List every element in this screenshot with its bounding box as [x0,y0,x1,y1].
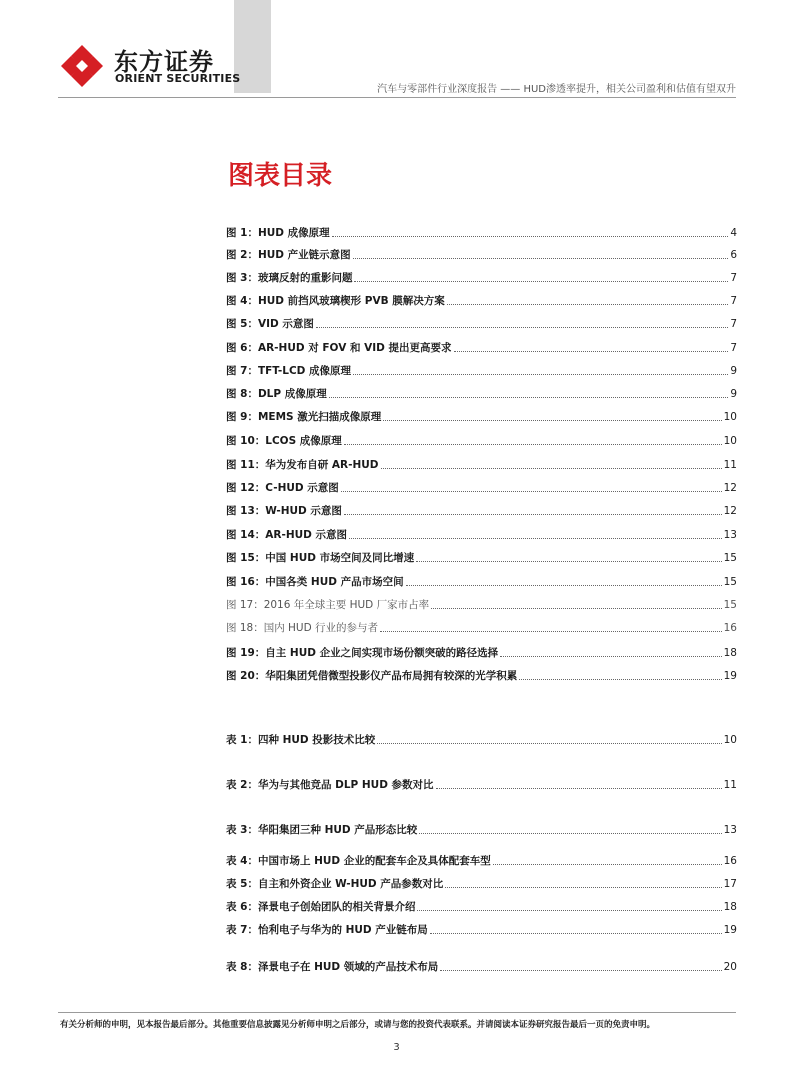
figure-entry-page: 11 [723,459,737,471]
figure-entry-page: 7 [730,295,737,307]
table-entry-label: 表 4：中国市场上 HUD 企业的配套车企及具体配套车型 [226,855,491,867]
dot-leader [454,351,729,352]
dot-leader [380,631,722,632]
figure-entry[interactable] [226,596,737,612]
dot-leader [349,538,722,539]
figure-entry-page: 4 [730,227,737,239]
dot-leader [332,236,729,237]
figure-entry-label: 图 17：2016 年全球主要 HUD 厂家市占率 [226,599,430,611]
figure-entry[interactable] [226,479,737,495]
figure-entry-page: 7 [730,272,737,284]
dot-leader [445,887,721,888]
logo-text-en: ORIENT SECURITIES [115,72,241,85]
figure-entry-label: 图 19：自主 HUD 企业之间实现市场份额突破的路径选择 [226,647,499,659]
figure-entry-page: 18 [723,647,737,659]
dot-leader [436,788,722,789]
dot-leader [416,561,722,562]
table-entry[interactable] [226,958,737,974]
dot-leader [316,327,728,328]
figure-entry[interactable] [226,619,737,635]
figure-entry-label: 图 4：HUD 前挡风玻璃楔形 PVB 膜解决方案 [226,295,445,307]
table-entry-page: 13 [723,824,737,836]
figure-entry-page: 12 [723,482,737,494]
figure-entry-label: 图 14：AR-HUD 示意图 [226,529,348,541]
figure-entry-page: 15 [723,599,737,611]
table-entry-page: 18 [723,901,737,913]
dot-leader [493,864,722,865]
figure-entry[interactable] [226,644,737,660]
report-subtitle: 汽车与零部件行业深度报告 —— HUD渗透率提升，相关公司盈利和估值有望双升 [377,84,736,95]
figure-entry[interactable] [226,224,737,240]
header-divider [58,97,736,98]
table-entry-page: 19 [723,924,737,936]
table-entry-page: 17 [723,878,737,890]
figure-entry-page: 19 [723,670,737,682]
dot-leader [431,608,722,609]
dot-leader [406,585,722,586]
table-entry-label: 表 7：怡利电子与华为的 HUD 产业链布局 [226,924,428,936]
figure-entry-page: 16 [723,622,737,634]
figure-entry-label: 图 2：HUD 产业链示意图 [226,249,351,261]
figure-entry-page: 13 [723,529,737,541]
figure-entry-page: 6 [730,249,737,261]
figure-entry-label: 图 5：VID 示意图 [226,318,314,330]
figure-entry[interactable] [226,269,737,285]
figure-entry-label: 图 11：华为发布自研 AR-HUD [226,459,379,471]
figure-entry-page: 7 [730,342,737,354]
footer-disclaimer: 有关分析师的申明，见本报告最后部分。其他重要信息披露见分析师申明之后部分，或请与您的投资代表联系。并请阅读本证券研究报告最后一页的免责申明。 [60,1020,656,1030]
dot-leader [447,304,729,305]
figure-entry[interactable] [226,362,737,378]
table-entry-label: 表 5：自主和外资企业 W-HUD 产品参数对比 [226,878,444,890]
figure-entry-page: 15 [723,552,737,564]
figure-entry-label: 图 10：LCOS 成像原理 [226,435,342,447]
figure-entry-label: 图 18：国内 HUD 行业的参与者 [226,622,379,634]
dot-leader [430,933,722,934]
table-entry[interactable] [226,875,737,891]
figure-entry[interactable] [226,573,737,589]
dot-leader [519,679,721,680]
figure-entry-page: 9 [730,365,737,377]
dot-leader [500,656,722,657]
figure-entry[interactable] [226,526,737,542]
figure-entry-label: 图 3：玻璃反射的重影问题 [226,272,353,284]
footer-divider [58,1012,736,1013]
table-entry[interactable] [226,821,737,837]
figure-entry[interactable] [226,339,737,355]
dot-leader [353,258,729,259]
dot-leader [344,444,722,445]
figure-entry-page: 7 [730,318,737,330]
figure-entry[interactable] [226,432,737,448]
figure-entry-page: 15 [723,576,737,588]
dot-leader [419,833,721,834]
dot-leader [341,491,722,492]
table-entry-label: 表 3：华阳集团三种 HUD 产品形态比较 [226,824,418,836]
dot-leader [354,281,728,282]
figure-entry[interactable] [226,408,737,424]
table-entry-label: 表 2：华为与其他竞品 DLP HUD 参数对比 [226,779,434,791]
dot-leader [383,420,721,421]
dot-leader [329,397,729,398]
figure-entry-page: 9 [730,388,737,400]
figure-entry[interactable] [226,667,737,683]
figure-entry-label: 图 1：HUD 成像原理 [226,227,330,239]
dot-leader [381,468,722,469]
figure-entry-label: 图 15：中国 HUD 市场空间及同比增速 [226,552,415,564]
figure-entry-label: 图 7：TFT-LCD 成像原理 [226,365,352,377]
dot-leader [353,374,728,375]
table-entry[interactable] [226,852,737,868]
figure-entry-label: 图 13：W-HUD 示意图 [226,505,342,517]
figure-entry[interactable] [226,315,737,331]
dot-leader [417,910,721,911]
dot-leader [377,743,721,744]
table-entry-label: 表 8：泽景电子在 HUD 领域的产品技术布局 [226,961,439,973]
logo-text-cn: 东方证券 [114,48,214,76]
table-entry-page: 11 [723,779,737,791]
figure-entry[interactable] [226,246,737,262]
table-entry[interactable] [226,921,737,937]
table-entry[interactable] [226,898,737,914]
table-entry-label: 表 1：四种 HUD 投影技术比较 [226,734,376,746]
table-entry-label: 表 6：泽景电子创始团队的相关背景介绍 [226,901,416,913]
figure-entry-page: 12 [723,505,737,517]
table-entry[interactable] [226,776,737,792]
figure-entry-label: 图 8：DLP 成像原理 [226,388,327,400]
figure-entry[interactable] [226,292,737,308]
dot-leader [344,514,722,515]
figure-entry-page: 10 [723,435,737,447]
figure-entry-page: 10 [723,411,737,423]
figure-entry[interactable] [226,385,737,401]
figure-entry-label: 图 9：MEMS 激光扫描成像原理 [226,411,382,423]
figure-entry-label: 图 6：AR-HUD 对 FOV 和 VID 提出更高要求 [226,342,452,354]
table-entry-page: 16 [723,855,737,867]
table-entry-page: 10 [723,734,737,746]
figure-entry-label: 图 20：华阳集团凭借微型投影仪产品布局拥有较深的光学积累 [226,670,518,682]
table-entry[interactable] [226,731,737,747]
company-logo [58,38,241,94]
dot-leader [440,970,721,971]
figure-entry-label: 图 12：C-HUD 示意图 [226,482,339,494]
page-title: 图表目录 [228,161,333,191]
figure-entry[interactable] [226,502,737,518]
table-entry-page: 20 [723,961,737,973]
figure-entry[interactable] [226,549,737,565]
orient-securities-logo-icon [58,42,106,90]
figure-entry[interactable] [226,456,737,472]
figure-entry-label: 图 16：中国各类 HUD 产品市场空间 [226,576,404,588]
page-number: 3 [393,1042,400,1053]
